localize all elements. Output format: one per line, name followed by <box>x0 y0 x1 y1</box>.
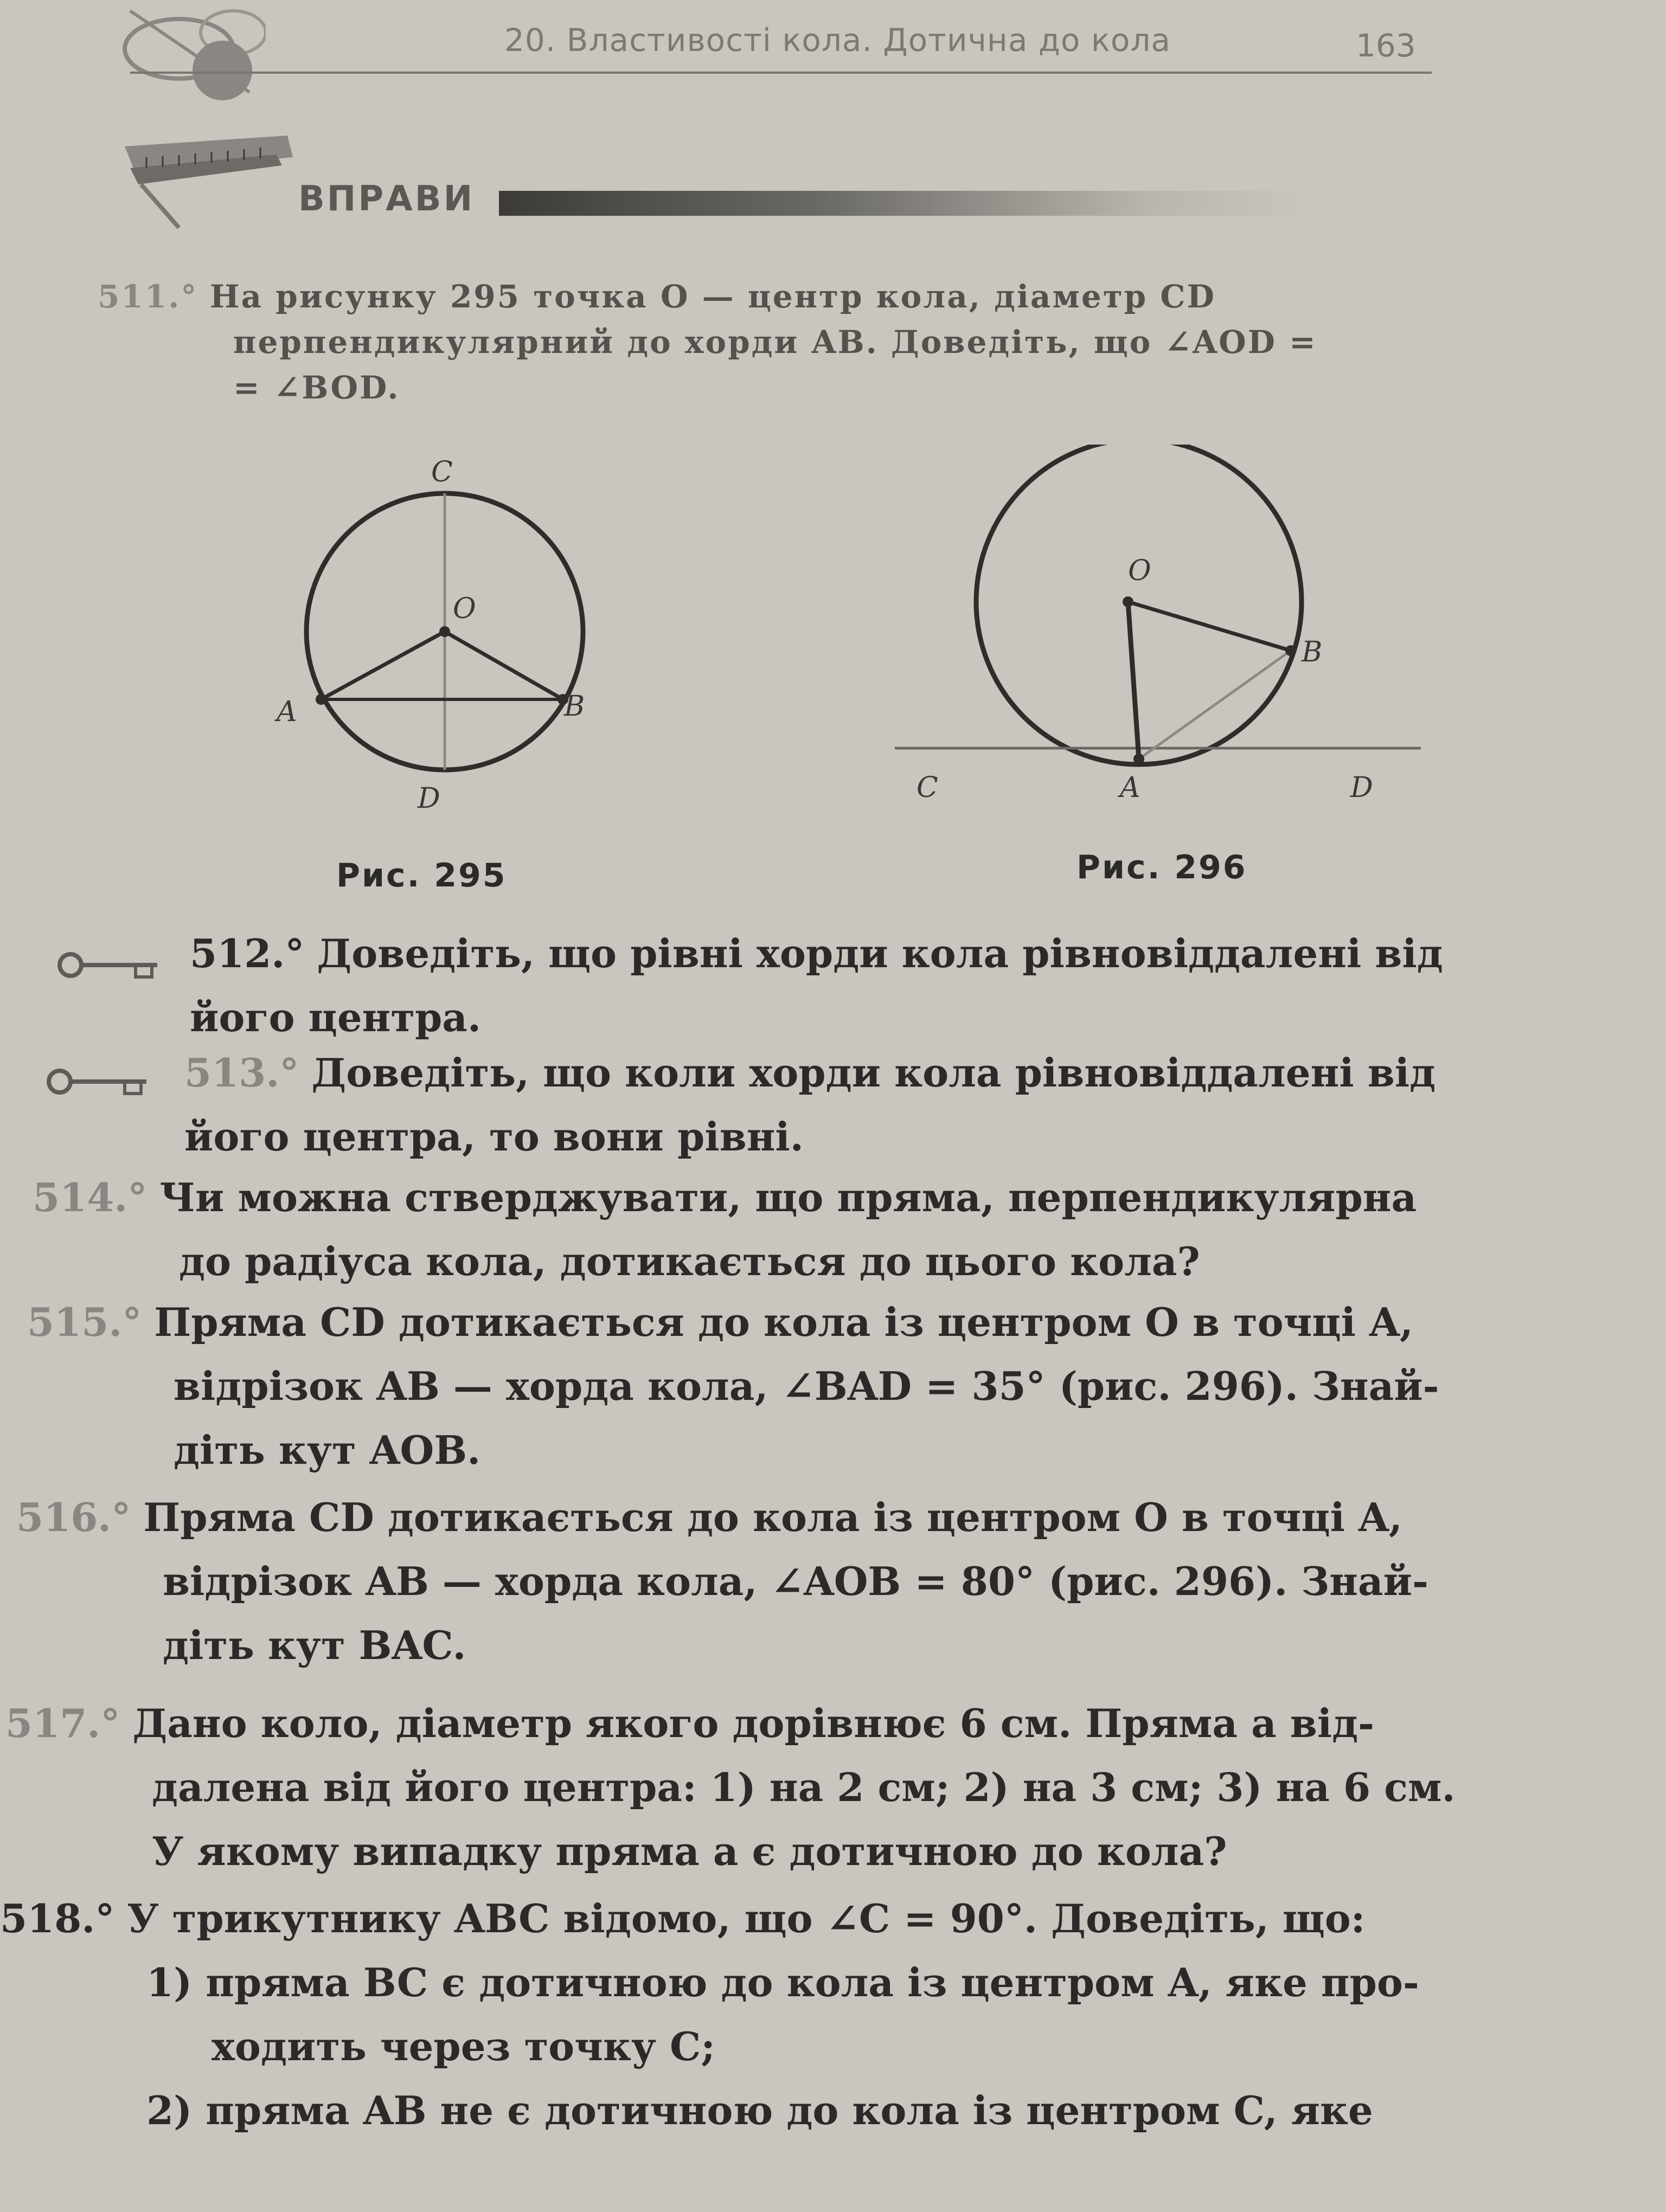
exercise-number: 514.° <box>33 1174 148 1220</box>
label-o: O <box>1128 555 1151 587</box>
exercise-line: = ∠BOD. <box>233 369 400 406</box>
exercise-516 <box>16 1486 1428 1677</box>
header-title: 20. Властивості кола. Дотична до кола <box>504 22 1171 59</box>
label-c: C <box>431 456 453 488</box>
exercise-line: діть кут BAC. <box>163 1622 466 1668</box>
exercise-number: 516.° <box>16 1494 131 1540</box>
exercise-line: далена від його центра: 1) на 2 см; 2) на 3 см; 3) на 6 см. <box>152 1764 1456 1810</box>
exercise-517 <box>5 1692 1456 1883</box>
page-header <box>0 0 1666 130</box>
label-a: A <box>277 696 297 728</box>
exercise-line: Пряма CD дотикається до кола із центром O в точці A, <box>143 1494 1402 1540</box>
exercise-line: відрізок AB — хорда кола, ∠AOB = 80° (рис. 296). Знай- <box>163 1558 1428 1604</box>
exercise-line: його центра, то вони рівні. <box>184 1114 804 1160</box>
exercise-line: Доведіть, що коли хорди кола рівновіддалені від <box>311 1050 1436 1096</box>
exercise-line: перпендикулярний до хорди AB. Доведіть, що ∠AOD = <box>233 324 1317 361</box>
label-c: C <box>917 771 938 804</box>
label-a: A <box>1120 771 1140 804</box>
exercise-514 <box>33 1166 1417 1294</box>
radius-ob <box>445 632 563 699</box>
exercise-515 <box>27 1290 1439 1482</box>
exercise-511 <box>98 274 1317 410</box>
exercise-number: 515.° <box>27 1299 142 1345</box>
section-title: ВПРАВИ <box>298 179 475 219</box>
label-d: D <box>1350 771 1373 804</box>
label-d: D <box>418 782 440 815</box>
compass-logo-icon <box>114 0 266 108</box>
key-icon <box>43 1065 152 1098</box>
exercise-line: його центра. <box>190 994 482 1040</box>
figure-295 <box>228 455 662 846</box>
page-number: 163 <box>1356 27 1416 64</box>
exercise-line: діть кут AOB. <box>174 1427 481 1473</box>
exercise-number: 517.° <box>5 1700 120 1746</box>
section-bar <box>499 191 1312 216</box>
chord-ab <box>1139 651 1291 759</box>
radius-ob <box>1128 602 1291 651</box>
exercise-line: відрізок AB — хорда кола, ∠BAD = 35° (рис. 296). Знай- <box>174 1363 1439 1409</box>
figure-295-caption: Рис. 295 <box>336 857 507 895</box>
exercise-line: 2) пряма AB не є дотичною до кола із центром C, яке <box>146 2087 1373 2133</box>
radius-oa <box>1128 602 1139 759</box>
header-divider <box>130 72 1432 74</box>
key-icon <box>54 949 163 981</box>
exercise-513 <box>184 1041 1436 1169</box>
exercise-line: У якому випадку пряма a є дотичною до кола? <box>152 1828 1227 1874</box>
exercise-line: ходить через точку C; <box>212 2023 715 2069</box>
figure-296-caption: Рис. 296 <box>1077 848 1247 886</box>
figure-296 <box>879 445 1453 835</box>
radius-oa <box>321 632 445 699</box>
exercise-line: На рисунку 295 точка O — центр кола, діаметр CD <box>209 278 1216 315</box>
exercise-line: 1) пряма BC є дотичною до кола із центром A, яке про- <box>146 1959 1419 2005</box>
exercise-number: 511.° <box>98 278 198 315</box>
label-o: O <box>453 593 476 625</box>
exercise-512 <box>190 922 1443 1050</box>
exercise-line: Пряма CD дотикається до кола із центром O в точці A, <box>154 1299 1413 1345</box>
label-b: B <box>564 690 585 723</box>
ruler-pencil-icon <box>114 125 298 233</box>
exercise-line: до радіуса кола, дотикається до цього кола? <box>179 1238 1200 1284</box>
exercise-number: 512.° <box>190 930 305 976</box>
exercise-line: Чи можна стверджувати, що пряма, перпендикулярна <box>159 1174 1417 1220</box>
exercise-line: У трикутнику ABC відомо, що ∠C = 90°. Доведіть, що: <box>127 1895 1366 1941</box>
exercise-number: 518.° <box>0 1895 115 1941</box>
exercise-line: Доведіть, що рівні хорди кола рівновіддалені від <box>317 930 1443 976</box>
label-b: B <box>1302 636 1323 668</box>
exercise-number: 513.° <box>184 1050 299 1096</box>
exercise-line: Дано коло, діаметр якого дорівнює 6 см. Пряма a від- <box>132 1700 1375 1746</box>
exercise-518 <box>0 1887 1419 2143</box>
